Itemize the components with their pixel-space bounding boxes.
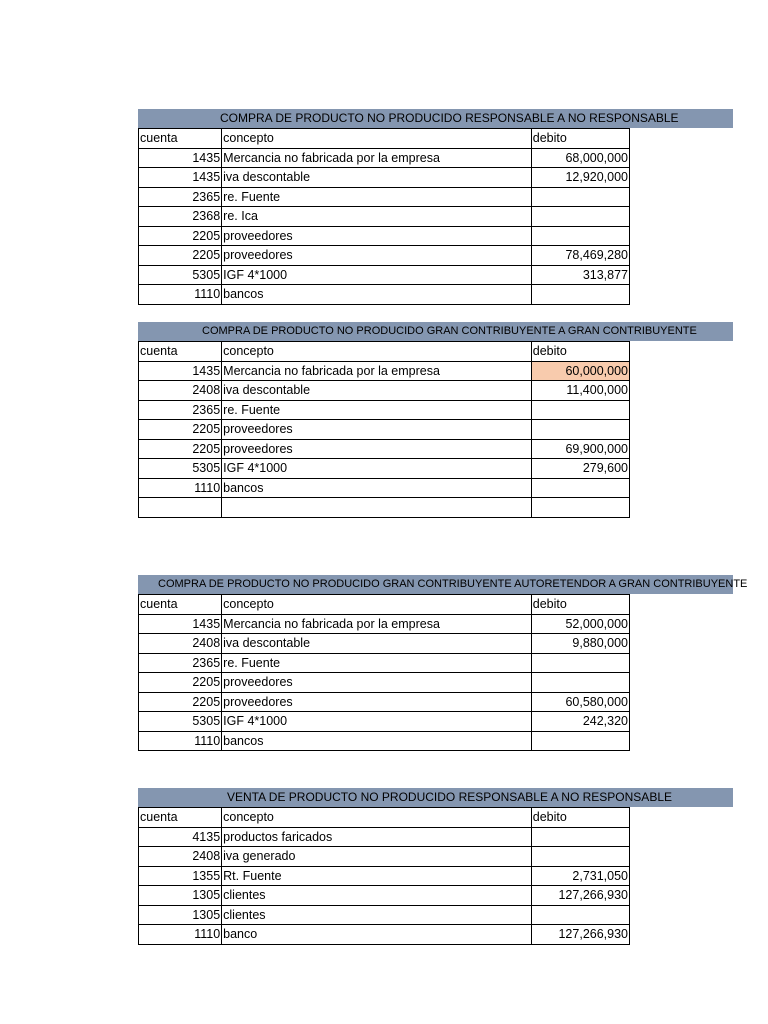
table-row [139, 265, 630, 285]
table-row [139, 886, 630, 906]
table-row [139, 614, 630, 634]
table-title: COMPRA DE PRODUCTO NO PRODUCIDO RESPONSABLE A NO RESPONSABLE [220, 111, 679, 125]
debito-cell[interactable] [531, 478, 629, 498]
cuenta-cell[interactable]: 1435 [139, 148, 222, 168]
table-row [139, 400, 630, 420]
concepto-cell[interactable]: re. Fuente [222, 653, 532, 673]
concepto-cell[interactable]: Mercancia no fabricada por la empresa [222, 148, 532, 168]
header-concepto: concepto [222, 342, 532, 362]
debito-cell[interactable]: 242,320 [531, 712, 629, 732]
debito-cell[interactable] [531, 847, 629, 867]
cuenta-cell[interactable]: 2205 [139, 692, 222, 712]
cuenta-cell[interactable]: 2205 [139, 226, 222, 246]
cuenta-cell[interactable]: 2205 [139, 673, 222, 693]
debito-cell[interactable] [531, 226, 629, 246]
cuenta-cell[interactable]: 1435 [139, 361, 222, 381]
concepto-cell[interactable]: Mercancia no fabricada por la empresa [222, 361, 532, 381]
header-debito: debito [531, 129, 629, 149]
concepto-cell[interactable]: re. Fuente [222, 187, 532, 207]
cuenta-cell[interactable]: 4135 [139, 827, 222, 847]
concepto-cell[interactable]: clientes [222, 905, 532, 925]
concepto-cell[interactable]: proveedores [222, 692, 532, 712]
cuenta-cell[interactable]: 2205 [139, 246, 222, 266]
concepto-cell[interactable]: bancos [222, 731, 532, 751]
debito-cell[interactable]: 127,266,930 [531, 925, 629, 945]
cuenta-cell[interactable]: 2408 [139, 847, 222, 867]
cuenta-cell[interactable]: 1355 [139, 866, 222, 886]
cuenta-cell[interactable] [139, 498, 222, 518]
header-cuenta: cuenta [139, 342, 222, 362]
ledger-block-4 [138, 788, 733, 945]
header-debito: debito [531, 342, 629, 362]
debito-cell[interactable] [531, 673, 629, 693]
ledger-block-3 [138, 575, 748, 751]
concepto-cell[interactable]: proveedores [222, 246, 532, 266]
concepto-cell[interactable]: proveedores [222, 439, 532, 459]
table-row [139, 866, 630, 886]
concepto-cell[interactable]: bancos [222, 285, 532, 305]
ledger-block-1 [138, 109, 733, 305]
cuenta-cell[interactable]: 2368 [139, 207, 222, 227]
cuenta-cell[interactable]: 2205 [139, 420, 222, 440]
cuenta-cell[interactable]: 2365 [139, 400, 222, 420]
header-concepto: concepto [222, 595, 532, 615]
ledger-table [138, 128, 630, 305]
debito-cell[interactable]: 2,731,050 [531, 866, 629, 886]
table-row [139, 712, 630, 732]
cuenta-cell[interactable]: 5305 [139, 459, 222, 479]
concepto-cell[interactable]: banco [222, 925, 532, 945]
concepto-cell[interactable]: iva descontable [222, 168, 532, 188]
debito-cell[interactable] [531, 400, 629, 420]
debito-cell[interactable]: 68,000,000 [531, 148, 629, 168]
table-row [139, 168, 630, 188]
concepto-cell[interactable]: iva descontable [222, 381, 532, 401]
concepto-cell[interactable]: clientes [222, 886, 532, 906]
cuenta-cell[interactable]: 5305 [139, 265, 222, 285]
table-row [139, 905, 630, 925]
table-row [139, 361, 630, 381]
table-row [139, 692, 630, 712]
table-row [139, 478, 630, 498]
cuenta-cell[interactable]: 2365 [139, 653, 222, 673]
concepto-cell[interactable]: proveedores [222, 226, 532, 246]
concepto-cell[interactable]: IGF 4*1000 [222, 265, 532, 285]
table-row [139, 381, 630, 401]
ledger-table [138, 594, 630, 751]
concepto-cell[interactable]: re. Fuente [222, 400, 532, 420]
table-row [139, 226, 630, 246]
table-title: COMPRA DE PRODUCTO NO PRODUCIDO GRAN CONTRIBUYENTE AUTORETENDOR A GRAN CONTRIBUYENTE [158, 578, 748, 590]
debito-cell[interactable]: 12,920,000 [531, 168, 629, 188]
header-debito: debito [531, 808, 629, 828]
table-title-bar [138, 109, 733, 128]
table-title: COMPRA DE PRODUCTO NO PRODUCIDO GRAN CONTRIBUYENTE A GRAN CONTRIBUYENTE [202, 325, 697, 337]
header-cuenta: cuenta [139, 808, 222, 828]
table-row [139, 187, 630, 207]
cuenta-cell[interactable]: 2408 [139, 634, 222, 654]
debito-cell[interactable] [531, 187, 629, 207]
cuenta-cell[interactable]: 1305 [139, 886, 222, 906]
ledger-table [138, 807, 630, 945]
table-row [139, 207, 630, 227]
concepto-cell[interactable]: re. Ica [222, 207, 532, 227]
debito-cell[interactable]: 279,600 [531, 459, 629, 479]
table-row [139, 285, 630, 305]
header-row [139, 129, 630, 149]
ledger-table [138, 341, 630, 518]
table-row [139, 925, 630, 945]
header-concepto: concepto [222, 808, 532, 828]
concepto-cell[interactable]: IGF 4*1000 [222, 459, 532, 479]
table-title-bar [138, 575, 748, 594]
concepto-cell[interactable]: IGF 4*1000 [222, 712, 532, 732]
table-row [139, 498, 630, 518]
debito-cell[interactable]: 52,000,000 [531, 614, 629, 634]
concepto-cell[interactable]: proveedores [222, 420, 532, 440]
cuenta-cell[interactable]: 2205 [139, 439, 222, 459]
concepto-cell[interactable]: iva descontable [222, 634, 532, 654]
cuenta-cell[interactable]: 5305 [139, 712, 222, 732]
table-row [139, 731, 630, 751]
cuenta-cell[interactable]: 1435 [139, 168, 222, 188]
debito-cell[interactable] [531, 285, 629, 305]
table-row [139, 439, 630, 459]
table-row [139, 634, 630, 654]
debito-cell[interactable]: 60,580,000 [531, 692, 629, 712]
cuenta-cell[interactable]: 1110 [139, 478, 222, 498]
cuenta-cell[interactable]: 1110 [139, 731, 222, 751]
header-concepto: concepto [222, 129, 532, 149]
ledger-block-2 [138, 322, 733, 518]
debito-cell[interactable]: 69,900,000 [531, 439, 629, 459]
debito-cell[interactable]: 313,877 [531, 265, 629, 285]
debito-cell[interactable] [531, 420, 629, 440]
concepto-cell[interactable]: iva generado [222, 847, 532, 867]
table-title: VENTA DE PRODUCTO NO PRODUCIDO RESPONSABLE A NO RESPONSABLE [227, 790, 672, 804]
debito-cell[interactable]: 9,880,000 [531, 634, 629, 654]
concepto-cell[interactable]: Rt. Fuente [222, 866, 532, 886]
debito-cell[interactable] [531, 653, 629, 673]
cuenta-cell[interactable]: 1305 [139, 905, 222, 925]
header-debito: debito [531, 595, 629, 615]
cuenta-cell[interactable]: 1110 [139, 285, 222, 305]
header-row [139, 342, 630, 362]
debito-cell[interactable] [531, 498, 629, 518]
cuenta-cell[interactable]: 2365 [139, 187, 222, 207]
concepto-cell[interactable]: Mercancia no fabricada por la empresa [222, 614, 532, 634]
table-row [139, 148, 630, 168]
debito-cell[interactable] [531, 905, 629, 925]
concepto-cell[interactable]: proveedores [222, 673, 532, 693]
debito-cell-highlighted[interactable]: 60,000,000 [531, 361, 629, 381]
header-row [139, 808, 630, 828]
debito-cell[interactable] [531, 731, 629, 751]
debito-cell[interactable] [531, 827, 629, 847]
cuenta-cell[interactable]: 1435 [139, 614, 222, 634]
cuenta-cell[interactable]: 1110 [139, 925, 222, 945]
table-row [139, 653, 630, 673]
debito-cell[interactable]: 127,266,930 [531, 886, 629, 906]
table-row [139, 673, 630, 693]
table-row [139, 847, 630, 867]
debito-cell[interactable]: 78,469,280 [531, 246, 629, 266]
cuenta-cell[interactable]: 2408 [139, 381, 222, 401]
header-cuenta: cuenta [139, 595, 222, 615]
table-title-bar [138, 322, 733, 341]
table-row [139, 246, 630, 266]
table-title-bar [138, 788, 733, 807]
table-row [139, 459, 630, 479]
header-row [139, 595, 630, 615]
debito-cell[interactable]: 11,400,000 [531, 381, 629, 401]
debito-cell[interactable] [531, 207, 629, 227]
concepto-cell[interactable] [222, 498, 532, 518]
table-row [139, 827, 630, 847]
table-row [139, 420, 630, 440]
concepto-cell[interactable]: bancos [222, 478, 532, 498]
header-cuenta: cuenta [139, 129, 222, 149]
concepto-cell[interactable]: productos faricados [222, 827, 532, 847]
